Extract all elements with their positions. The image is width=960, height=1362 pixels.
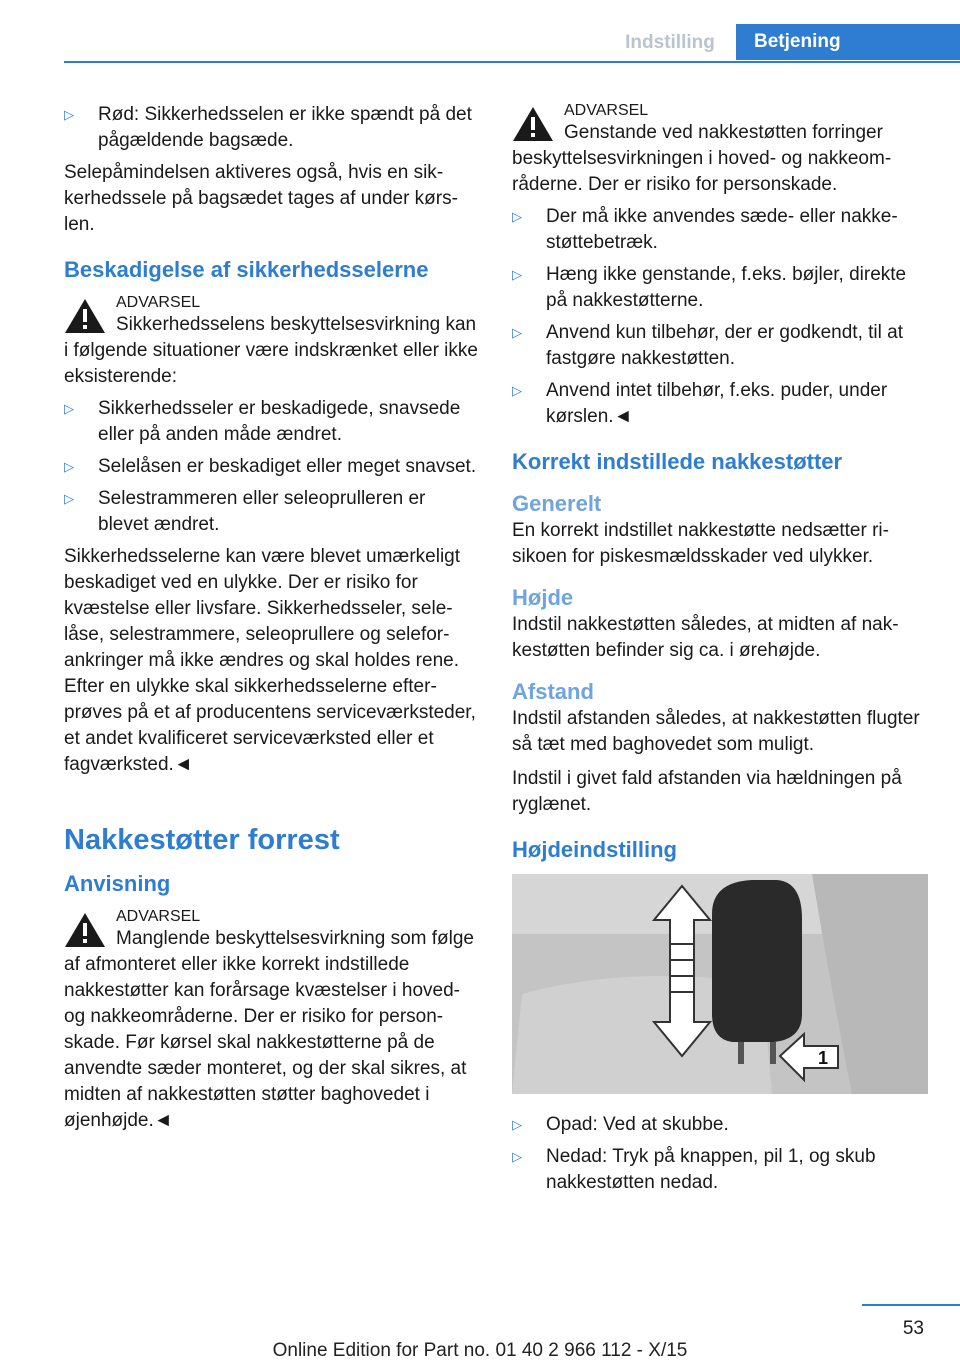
edition-line: Online Edition for Part no. 01 40 2 966 112 - X/15	[272, 1340, 688, 1361]
paragraph: Indstil afstanden således, at nakkestøtten flugter så tæt med baghovedet som muligt.	[512, 708, 920, 755]
warning-text: Manglende beskyttelsesvirkning som følge af afmonteret eller ikke korrekt indstillede nakkestøtter kan forårsage kvæstelser i hoved- og nakkeområderne. Der er risiko for personskade. Før kørsel skal nakkestøtterne på de anvendte sæder monteret, og der skal sikres, at midten af nakkestøtten støtter baghovedet i øjenhøjde.◄	[64, 928, 475, 1131]
warning-icon	[64, 298, 106, 334]
list-item: ▷ Anvend intet tilbehør, f.eks. puder, under kørslen.◄	[512, 378, 928, 430]
warning-block	[64, 294, 479, 390]
paragraph: Indstil nakkestøtten således, at midten af nakkestøtten befinder sig ca. i ørehøjde.	[512, 614, 899, 661]
bullet-list	[64, 396, 479, 538]
list-item: ▷ Der må ikke anvendes sæde- eller nakkestøttebetræk.	[512, 204, 928, 256]
header-chapter: Betjening	[736, 24, 960, 60]
page-number: 53	[902, 1318, 924, 1339]
heading-adjust: Højdeindstilling	[512, 837, 677, 862]
heading-damage: Beskadigelse af sikkerhedsselerne	[64, 257, 429, 282]
right-column	[512, 102, 928, 1202]
list-item: ▷ Anvend kun tilbehør, der er godkendt, til at fastgøre nakkestøtten.	[512, 320, 928, 372]
list-item: ▷ Rød: Sikkerhedsselen er ikke spændt på det pågældende bagsæde.	[64, 102, 479, 154]
subheading-general: Generelt	[512, 491, 602, 516]
warning-icon	[512, 106, 554, 142]
warning-icon	[64, 912, 106, 948]
header-rule	[64, 61, 960, 63]
list-item: ▷ Opad: Ved at skubbe.	[512, 1112, 928, 1138]
warning-text: Sikkerhedsselens beskyttelsesvirkning kan i følgende situationer være indskrænket eller ikke eksisterende:	[64, 314, 478, 387]
warning-label: ADVARSEL	[116, 294, 201, 311]
list-item: ▷ Selestrammeren eller seleoprulleren er blevet ændret.	[64, 486, 479, 538]
bullet-list	[64, 102, 479, 154]
warning-label: ADVARSEL	[116, 908, 201, 925]
list-item: ▷ Selelåsen er beskadiget eller meget snavset.	[64, 454, 479, 480]
bullet-list	[512, 204, 928, 430]
paragraph: Selepåmindelsen aktiveres også, hvis en sikkerhedssele på bagsædet tages af under kørslen.	[64, 162, 458, 235]
warning-label: ADVARSEL	[564, 102, 649, 119]
header-section: Indstilling	[625, 32, 715, 53]
page-header	[0, 24, 960, 64]
warning-block	[512, 102, 928, 198]
subheading-height: Højde	[512, 585, 574, 610]
list-item: ▷ Nedad: Tryk på knappen, pil 1, og skub nakkestøtten nedad.	[512, 1144, 928, 1196]
footer-rule	[862, 1304, 960, 1306]
paragraph: Sikkerhedsselerne kan være blevet umærkeligt beskadiget ved en ulykke. Der er risiko for kvæstelse eller livsfare. Sikkerhedsseler, selelåse, selestrammere, seleoprullere og seleforankringer må ikke ændres og skal holdes rene. Efter en ulykke skal sikkerhedsselerne efterprøves på et af producentens serviceværksteder, et andet kvalificeret serviceværksted eller et fagværksted.◄	[64, 546, 476, 775]
list-item: ▷ Hæng ikke genstande, f.eks. bøjler, direkte på nakkestøtterne.	[512, 262, 928, 314]
list-item: ▷ Sikkerhedsseler er beskadigede, snavsede eller på anden måde ændret.	[64, 396, 479, 448]
figure-callout: 1	[818, 1048, 829, 1068]
warning-block	[64, 908, 479, 1134]
heading-main: Nakkestøtter forrest	[64, 824, 340, 856]
heading-note: Anvisning	[64, 871, 171, 896]
headrest-illustration	[512, 874, 928, 1094]
left-column	[64, 102, 479, 1140]
paragraph: En korrekt indstillet nakkestøtte nedsætter risikoen for piskesmældsskader ved ulykker.	[512, 520, 889, 567]
subheading-distance: Afstand	[512, 679, 594, 704]
paragraph: Indstil i givet fald afstanden via hældningen på ryglænet.	[512, 768, 902, 815]
warning-text: Genstande ved nakkestøtten forringer beskyttelsesvirkningen i hoved- og nakkeområderne. Der er risiko for personskade.	[512, 122, 892, 195]
heading-correct: Korrekt indstillede nakkestøtter	[512, 449, 843, 474]
headrest-figure	[512, 874, 928, 1094]
bullet-list	[512, 1112, 928, 1196]
